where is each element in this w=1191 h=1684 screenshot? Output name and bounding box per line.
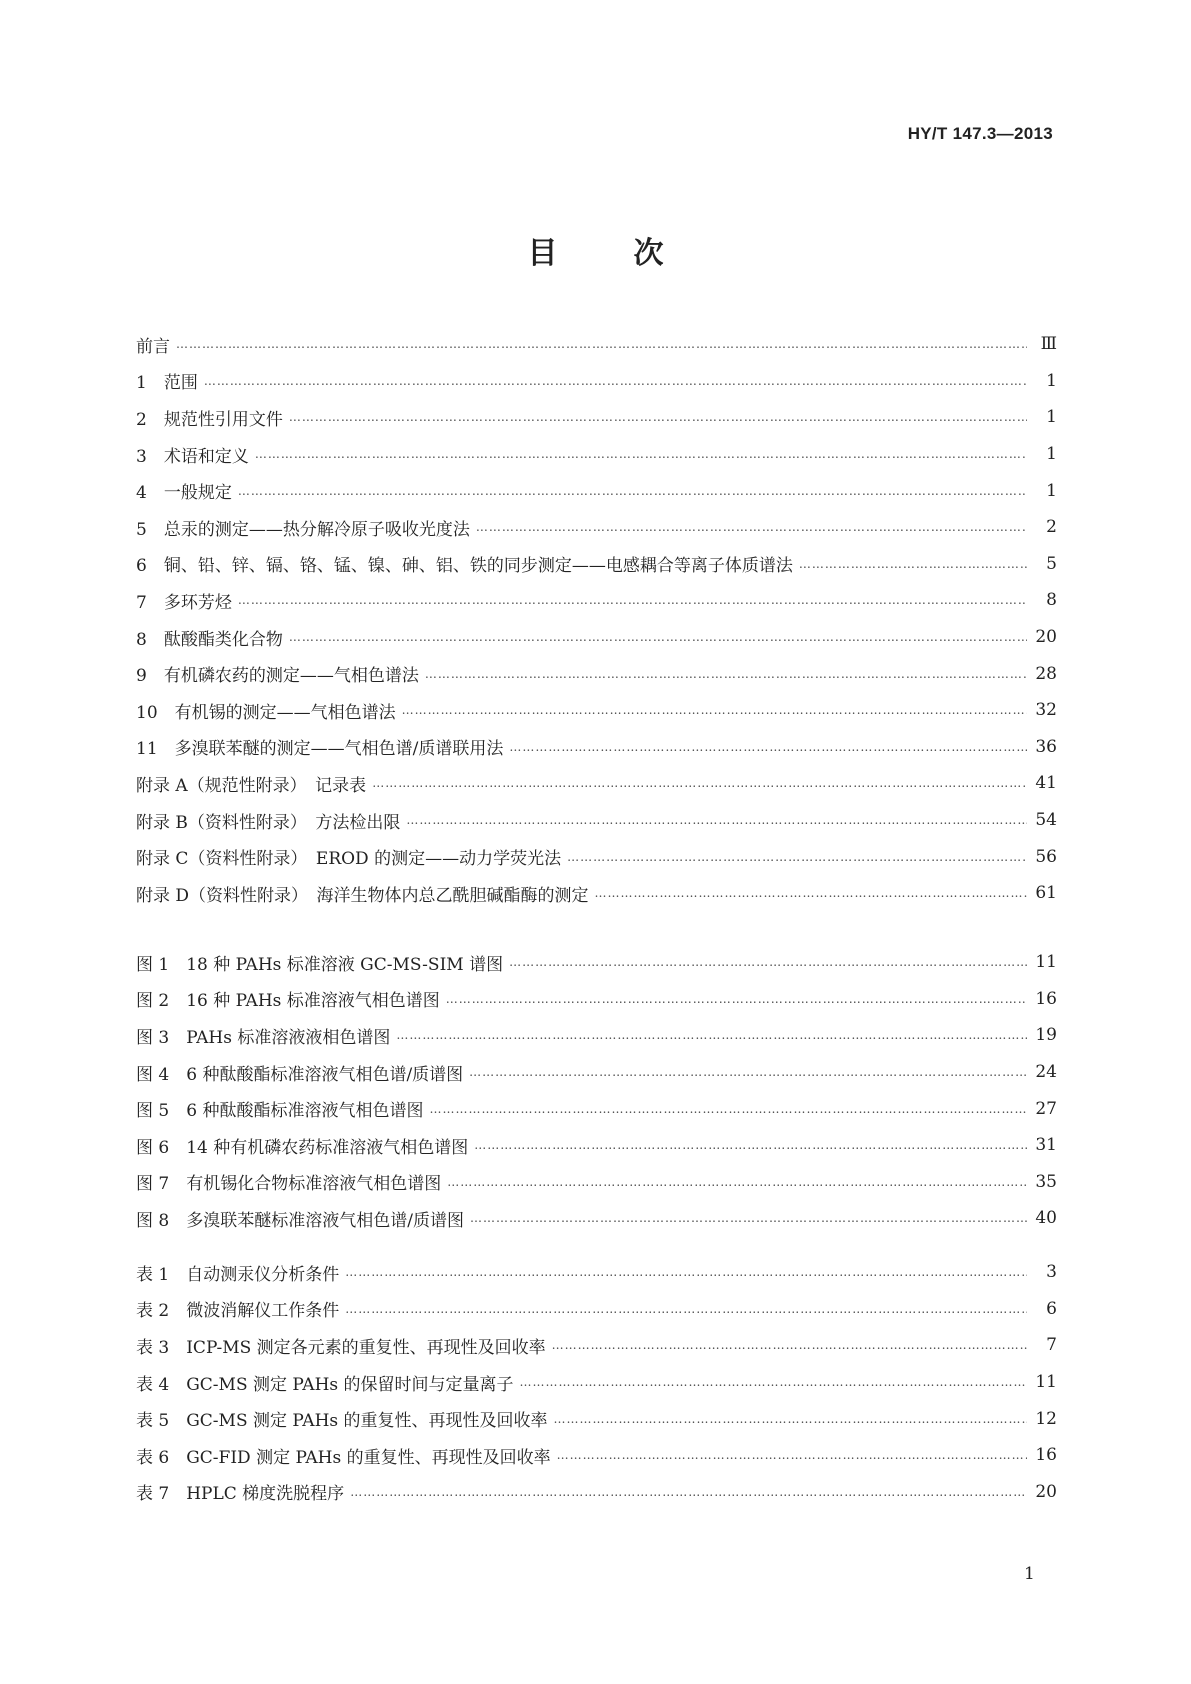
toc-entry-label: 6 铜、铅、锌、镉、铬、锰、镍、砷、铝、铁的同步测定——电感耦合等离子体质谱法 — [136, 551, 799, 576]
leader-dots — [447, 1173, 1027, 1191]
toc-entry-page: 41 — [1027, 773, 1057, 793]
leader-dots — [470, 1209, 1027, 1227]
table-entry-label: 表 6 GC-FID 测定 PAHs 的重复性、再现性及回收率 — [136, 1443, 557, 1468]
table-entry-label: 表 7 HPLC 梯度洗脱程序 — [136, 1479, 350, 1504]
table-entry-page: 20 — [1027, 1482, 1057, 1502]
leader-dots — [557, 1446, 1027, 1464]
toc-entry[interactable] — [136, 363, 1057, 400]
leader-dots — [595, 884, 1027, 902]
toc-entry[interactable] — [136, 655, 1057, 692]
leader-dots — [554, 1410, 1027, 1428]
leader-dots — [402, 701, 1027, 719]
toc-entry[interactable] — [136, 875, 1057, 912]
leader-dots — [204, 372, 1027, 390]
figure-entry-page: 31 — [1027, 1135, 1057, 1155]
table-entry-page: 12 — [1027, 1409, 1057, 1429]
figure-entry[interactable] — [136, 944, 1057, 981]
figure-entry[interactable] — [136, 1200, 1057, 1237]
page-title — [0, 228, 1191, 272]
toc-entry-label: 8 酞酸酯类化合物 — [136, 625, 289, 650]
standard-code: HY/T 147.3—2013 — [907, 124, 1053, 143]
toc-entry-label: 附录 D（资料性附录） 海洋生物体内总乙酰胆碱酯酶的测定 — [136, 881, 595, 906]
figure-entry[interactable] — [136, 1017, 1057, 1054]
table-entry[interactable] — [136, 1400, 1057, 1437]
leader-dots — [469, 1063, 1027, 1081]
table-entry[interactable] — [136, 1291, 1057, 1328]
leader-dots — [406, 811, 1027, 829]
toc-entry-page: 1 — [1027, 371, 1057, 391]
toc-entry-page: 20 — [1027, 627, 1057, 647]
figure-entry-label: 图 2 16 种 PAHs 标准溶液气相色谱图 — [136, 986, 446, 1011]
figure-entry-label: 图 4 6 种酞酸酯标准溶液气相色谱/质谱图 — [136, 1060, 469, 1085]
toc-main-section — [136, 326, 1057, 912]
figure-entry-label: 图 8 多溴联苯醚标准溶液气相色谱/质谱图 — [136, 1206, 470, 1231]
leader-dots — [238, 482, 1027, 500]
toc-entry[interactable] — [136, 546, 1057, 583]
table-entry-label: 表 2 微波消解仪工作条件 — [136, 1296, 345, 1321]
toc-entry[interactable] — [136, 765, 1057, 802]
table-entry-page: 3 — [1027, 1262, 1057, 1282]
toc-entry-page: 28 — [1027, 664, 1057, 684]
table-entry-label: 表 3 ICP-MS 测定各元素的重复性、再现性及回收率 — [136, 1333, 552, 1358]
leader-dots — [238, 591, 1027, 609]
toc-entry[interactable] — [136, 399, 1057, 436]
leader-dots — [350, 1483, 1027, 1501]
figure-entry-page: 24 — [1027, 1062, 1057, 1082]
toc-entry[interactable] — [136, 729, 1057, 766]
table-entry-page: 6 — [1027, 1299, 1057, 1319]
table-entry[interactable] — [136, 1254, 1057, 1291]
leader-dots — [255, 445, 1027, 463]
leader-dots — [446, 990, 1027, 1008]
toc-tables-section — [136, 1254, 1057, 1510]
toc-entry-label: 附录 A（规范性附录） 记录表 — [136, 771, 372, 796]
toc-entry[interactable] — [136, 472, 1057, 509]
figure-entry-page: 11 — [1027, 952, 1057, 972]
title-char-2: 次 — [633, 236, 664, 271]
leader-dots — [372, 774, 1027, 792]
leader-dots — [476, 518, 1027, 536]
leader-dots — [520, 1373, 1027, 1391]
table-entry-label: 表 5 GC-MS 测定 PAHs 的重复性、再现性及回收率 — [136, 1406, 554, 1431]
table-entry[interactable] — [136, 1327, 1057, 1364]
figure-entry[interactable] — [136, 981, 1057, 1018]
figure-entry[interactable] — [136, 1054, 1057, 1091]
toc-entry[interactable] — [136, 326, 1057, 363]
toc-entry[interactable] — [136, 582, 1057, 619]
toc-entry-page: 36 — [1027, 737, 1057, 757]
table-entry-page: 11 — [1027, 1372, 1057, 1392]
toc-entry-label: 前言 — [136, 332, 176, 357]
figure-entry[interactable] — [136, 1164, 1057, 1201]
toc-entry-page: 1 — [1027, 444, 1057, 464]
toc-entry-page: 61 — [1027, 883, 1057, 903]
toc-entry-label: 附录 C（资料性附录） EROD 的测定——动力学荧光法 — [136, 844, 567, 869]
leader-dots — [289, 408, 1027, 426]
toc-entry-page: 1 — [1027, 407, 1057, 427]
figure-entry-label: 图 7 有机锡化合物标准溶液气相色谱图 — [136, 1169, 447, 1194]
toc-entry-label: 5 总汞的测定——热分解冷原子吸收光度法 — [136, 515, 476, 540]
toc-entry-label: 10 有机锡的测定——气相色谱法 — [136, 698, 402, 723]
toc-entry[interactable] — [136, 802, 1057, 839]
toc-figures-section — [136, 944, 1057, 1237]
leader-dots — [289, 628, 1027, 646]
leader-dots — [509, 738, 1027, 756]
toc-entry[interactable] — [136, 436, 1057, 473]
figure-entry-page: 35 — [1027, 1172, 1057, 1192]
leader-dots — [425, 665, 1027, 683]
leader-dots — [552, 1336, 1027, 1354]
toc-entry[interactable] — [136, 692, 1057, 729]
title-char-1: 目 — [527, 236, 558, 271]
table-entry-label: 表 1 自动测汞仪分析条件 — [136, 1260, 345, 1285]
page-number: 1 — [1024, 1564, 1035, 1584]
toc-entry-page: 32 — [1027, 700, 1057, 720]
toc-entry-label: 9 有机磷农药的测定——气相色谱法 — [136, 661, 425, 686]
toc-entry-label: 3 术语和定义 — [136, 442, 255, 467]
figure-entry-label: 图 5 6 种酞酸酯标准溶液气相色谱图 — [136, 1096, 429, 1121]
toc-entry-label: 4 一般规定 — [136, 478, 238, 503]
leader-dots — [345, 1263, 1027, 1281]
figure-entry-label: 图 6 14 种有机磷农药标准溶液气相色谱图 — [136, 1133, 474, 1158]
figure-entry-page: 16 — [1027, 989, 1057, 1009]
table-entry[interactable] — [136, 1437, 1057, 1474]
leader-dots — [176, 335, 1027, 353]
toc-entry-page: 2 — [1027, 517, 1057, 537]
toc-entry-label: 2 规范性引用文件 — [136, 405, 289, 430]
figure-entry-label: 图 1 18 种 PAHs 标准溶液 GC-MS-SIM 谱图 — [136, 950, 509, 975]
table-entry[interactable] — [136, 1474, 1057, 1511]
toc-entry-page: 5 — [1027, 554, 1057, 574]
toc-entry-label: 附录 B（资料性附录） 方法检出限 — [136, 808, 406, 833]
toc-entry-page: 8 — [1027, 590, 1057, 610]
toc-entry[interactable] — [136, 509, 1057, 546]
toc-entry[interactable] — [136, 619, 1057, 656]
figure-entry-page: 40 — [1027, 1208, 1057, 1228]
leader-dots — [396, 1026, 1027, 1044]
figure-entry-label: 图 3 PAHs 标准溶液液相色谱图 — [136, 1023, 396, 1048]
table-entry[interactable] — [136, 1364, 1057, 1401]
figure-entry[interactable] — [136, 1090, 1057, 1127]
leader-dots — [567, 848, 1027, 866]
leader-dots — [345, 1300, 1027, 1318]
table-entry-page: 16 — [1027, 1445, 1057, 1465]
toc-entry-page: 56 — [1027, 847, 1057, 867]
toc-entry-label: 11 多溴联苯醚的测定——气相色谱/质谱联用法 — [136, 734, 509, 759]
figure-entry[interactable] — [136, 1127, 1057, 1164]
toc-entry-page: 1 — [1027, 481, 1057, 501]
table-entry-page: 7 — [1027, 1335, 1057, 1355]
toc-entry-page: Ⅲ — [1027, 334, 1057, 354]
figure-entry-page: 27 — [1027, 1099, 1057, 1119]
toc-entry-label: 1 范围 — [136, 368, 204, 393]
leader-dots — [429, 1100, 1027, 1118]
leader-dots — [474, 1136, 1027, 1154]
table-entry-label: 表 4 GC-MS 测定 PAHs 的保留时间与定量离子 — [136, 1370, 520, 1395]
leader-dots — [509, 953, 1027, 971]
figure-entry-page: 19 — [1027, 1025, 1057, 1045]
toc-entry[interactable] — [136, 838, 1057, 875]
leader-dots — [799, 555, 1027, 573]
toc-entry-label: 7 多环芳烃 — [136, 588, 238, 613]
toc-entry-page: 54 — [1027, 810, 1057, 830]
